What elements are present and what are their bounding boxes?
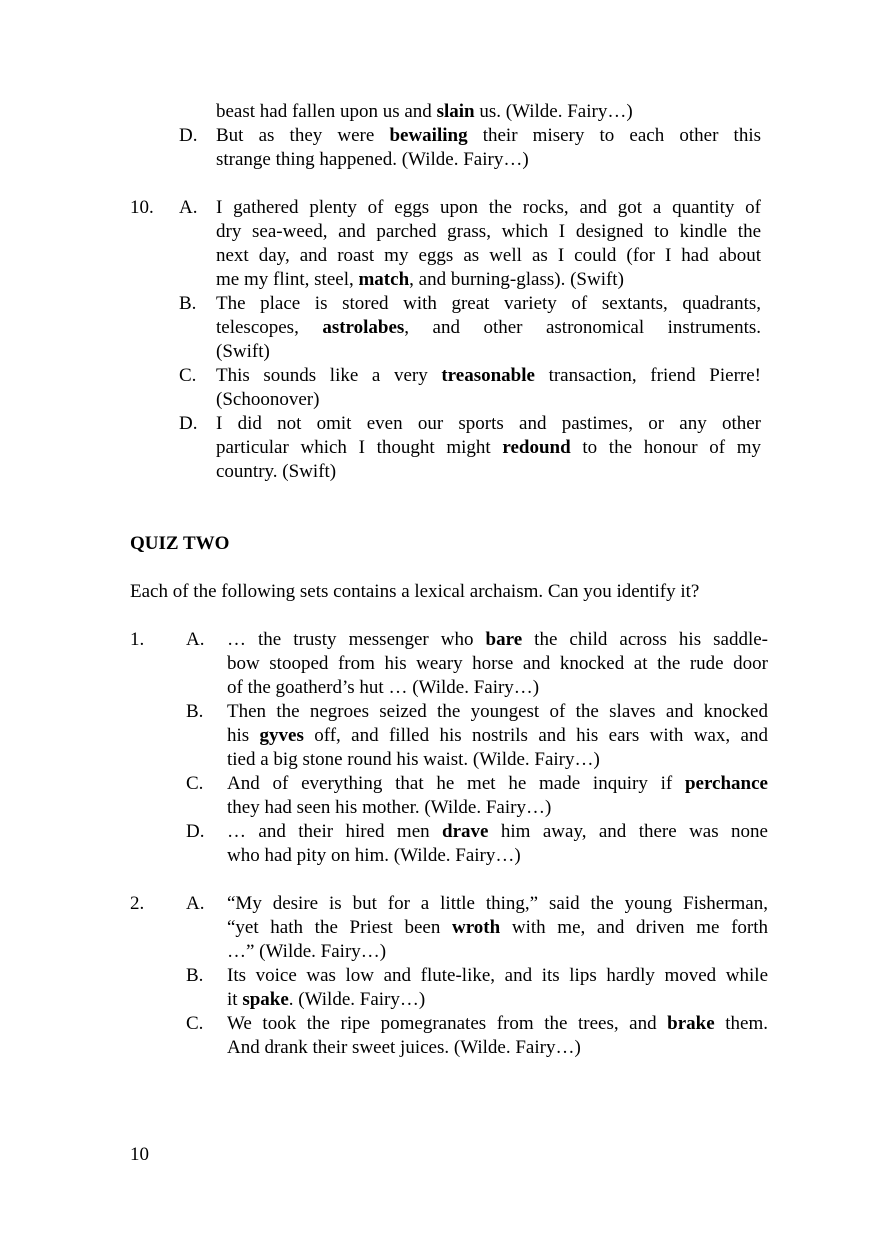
- option-letter: C.: [186, 773, 204, 794]
- option-line: of the goatherd’s hut … (Wilde. Fairy…): [227, 677, 540, 698]
- option-line: it spake. (Wilde. Fairy…): [227, 989, 426, 1010]
- option-line: (Swift): [216, 341, 270, 362]
- question-number: 1.: [130, 629, 145, 650]
- option-line: Then the negroes seized the youngest of the slaves and knocked: [227, 701, 768, 722]
- archaism-word: match: [358, 269, 410, 290]
- option-line: particular which I thought might redound to the honour of my: [216, 437, 761, 458]
- page-number: 10: [130, 1144, 149, 1165]
- question-number: 10.: [130, 197, 154, 218]
- option-line: (Schoonover): [216, 389, 320, 410]
- option-line: … the trusty messenger who bare the child across his saddle-: [227, 629, 768, 650]
- option-letter: A.: [186, 893, 205, 914]
- option-line: country. (Swift): [216, 461, 337, 482]
- archaism-word: gyves: [259, 725, 304, 746]
- option-letter: A.: [179, 197, 198, 218]
- option-letter: B.: [179, 293, 197, 314]
- archaism-word: redound: [502, 437, 571, 458]
- option-line: who had pity on him. (Wilde. Fairy…): [227, 845, 521, 866]
- option-letter: A.: [186, 629, 205, 650]
- archaism-word: bare: [485, 629, 523, 650]
- option-line: strange thing happened. (Wilde. Fairy…): [216, 149, 529, 170]
- option-letter: B.: [186, 701, 204, 722]
- option-line: tied a big stone round his waist. (Wilde. Fairy…): [227, 749, 600, 770]
- option-letter: D.: [186, 821, 205, 842]
- archaism-word: drave: [442, 821, 489, 842]
- archaism-word: perchance: [684, 773, 768, 794]
- archaism-word: astrolabes: [322, 317, 405, 338]
- option-line: “yet hath the Priest been wroth with me, and driven me forth: [227, 917, 769, 938]
- option-line: bow stooped from his weary horse and knocked at the rude door: [227, 653, 768, 674]
- option-line: me my flint, steel, match, and burning-glass). (Swift): [216, 269, 624, 290]
- archaism-word: slain: [436, 101, 475, 122]
- option-letter: C.: [179, 365, 197, 386]
- option-line: I gathered plenty of eggs upon the rocks, and got a quantity of: [216, 197, 761, 218]
- archaism-word: brake: [667, 1013, 715, 1034]
- archaism-word: treasonable: [441, 365, 535, 386]
- option-letter: D.: [179, 125, 198, 146]
- option-line: …” (Wilde. Fairy…): [227, 941, 387, 962]
- section-title: QUIZ TWO: [130, 533, 230, 554]
- option-line: telescopes, astrolabes, and other astronomical instruments.: [216, 317, 761, 338]
- option-line: “My desire is but for a little thing,” said the young Fisherman,: [227, 893, 768, 914]
- option-letter: D.: [179, 413, 198, 434]
- option-line: And of everything that he met he made inquiry if perchance: [227, 773, 768, 794]
- archaism-word: spake: [242, 989, 289, 1010]
- option-line: … and their hired men drave him away, and there was none: [227, 821, 768, 842]
- option-line: And drank their sweet juices. (Wilde. Fairy…): [227, 1037, 581, 1058]
- option-letter: B.: [186, 965, 204, 986]
- prev-c-line: beast had fallen upon us and slain us. (Wilde. Fairy…): [216, 101, 633, 122]
- archaism-word: wroth: [452, 917, 501, 938]
- question-number: 2.: [130, 893, 145, 914]
- option-line: We took the ripe pomegranates from the trees, and brake them.: [227, 1013, 768, 1034]
- option-line: dry sea-weed, and parched grass, which I designed to kindle the: [216, 221, 761, 242]
- option-line: next day, and roast my eggs as well as I could (for I had about: [216, 245, 761, 266]
- option-line: The place is stored with great variety of sextants, quadrants,: [216, 293, 761, 314]
- option-line: But as they were bewailing their misery to each other this: [216, 125, 761, 146]
- archaism-word: bewailing: [389, 125, 468, 146]
- instruction-text: Each of the following sets contains a lexical archaism. Can you identify it?: [130, 581, 700, 602]
- option-letter: C.: [186, 1013, 204, 1034]
- option-line: Its voice was low and flute-like, and its lips hardly moved while: [227, 965, 768, 986]
- option-line: This sounds like a very treasonable transaction, friend Pierre!: [216, 365, 761, 386]
- option-line: they had seen his mother. (Wilde. Fairy…): [227, 797, 552, 818]
- option-line: I did not omit even our sports and pastimes, or any other: [216, 413, 761, 434]
- option-line: his gyves off, and filled his nostrils and his ears with wax, and: [227, 725, 768, 746]
